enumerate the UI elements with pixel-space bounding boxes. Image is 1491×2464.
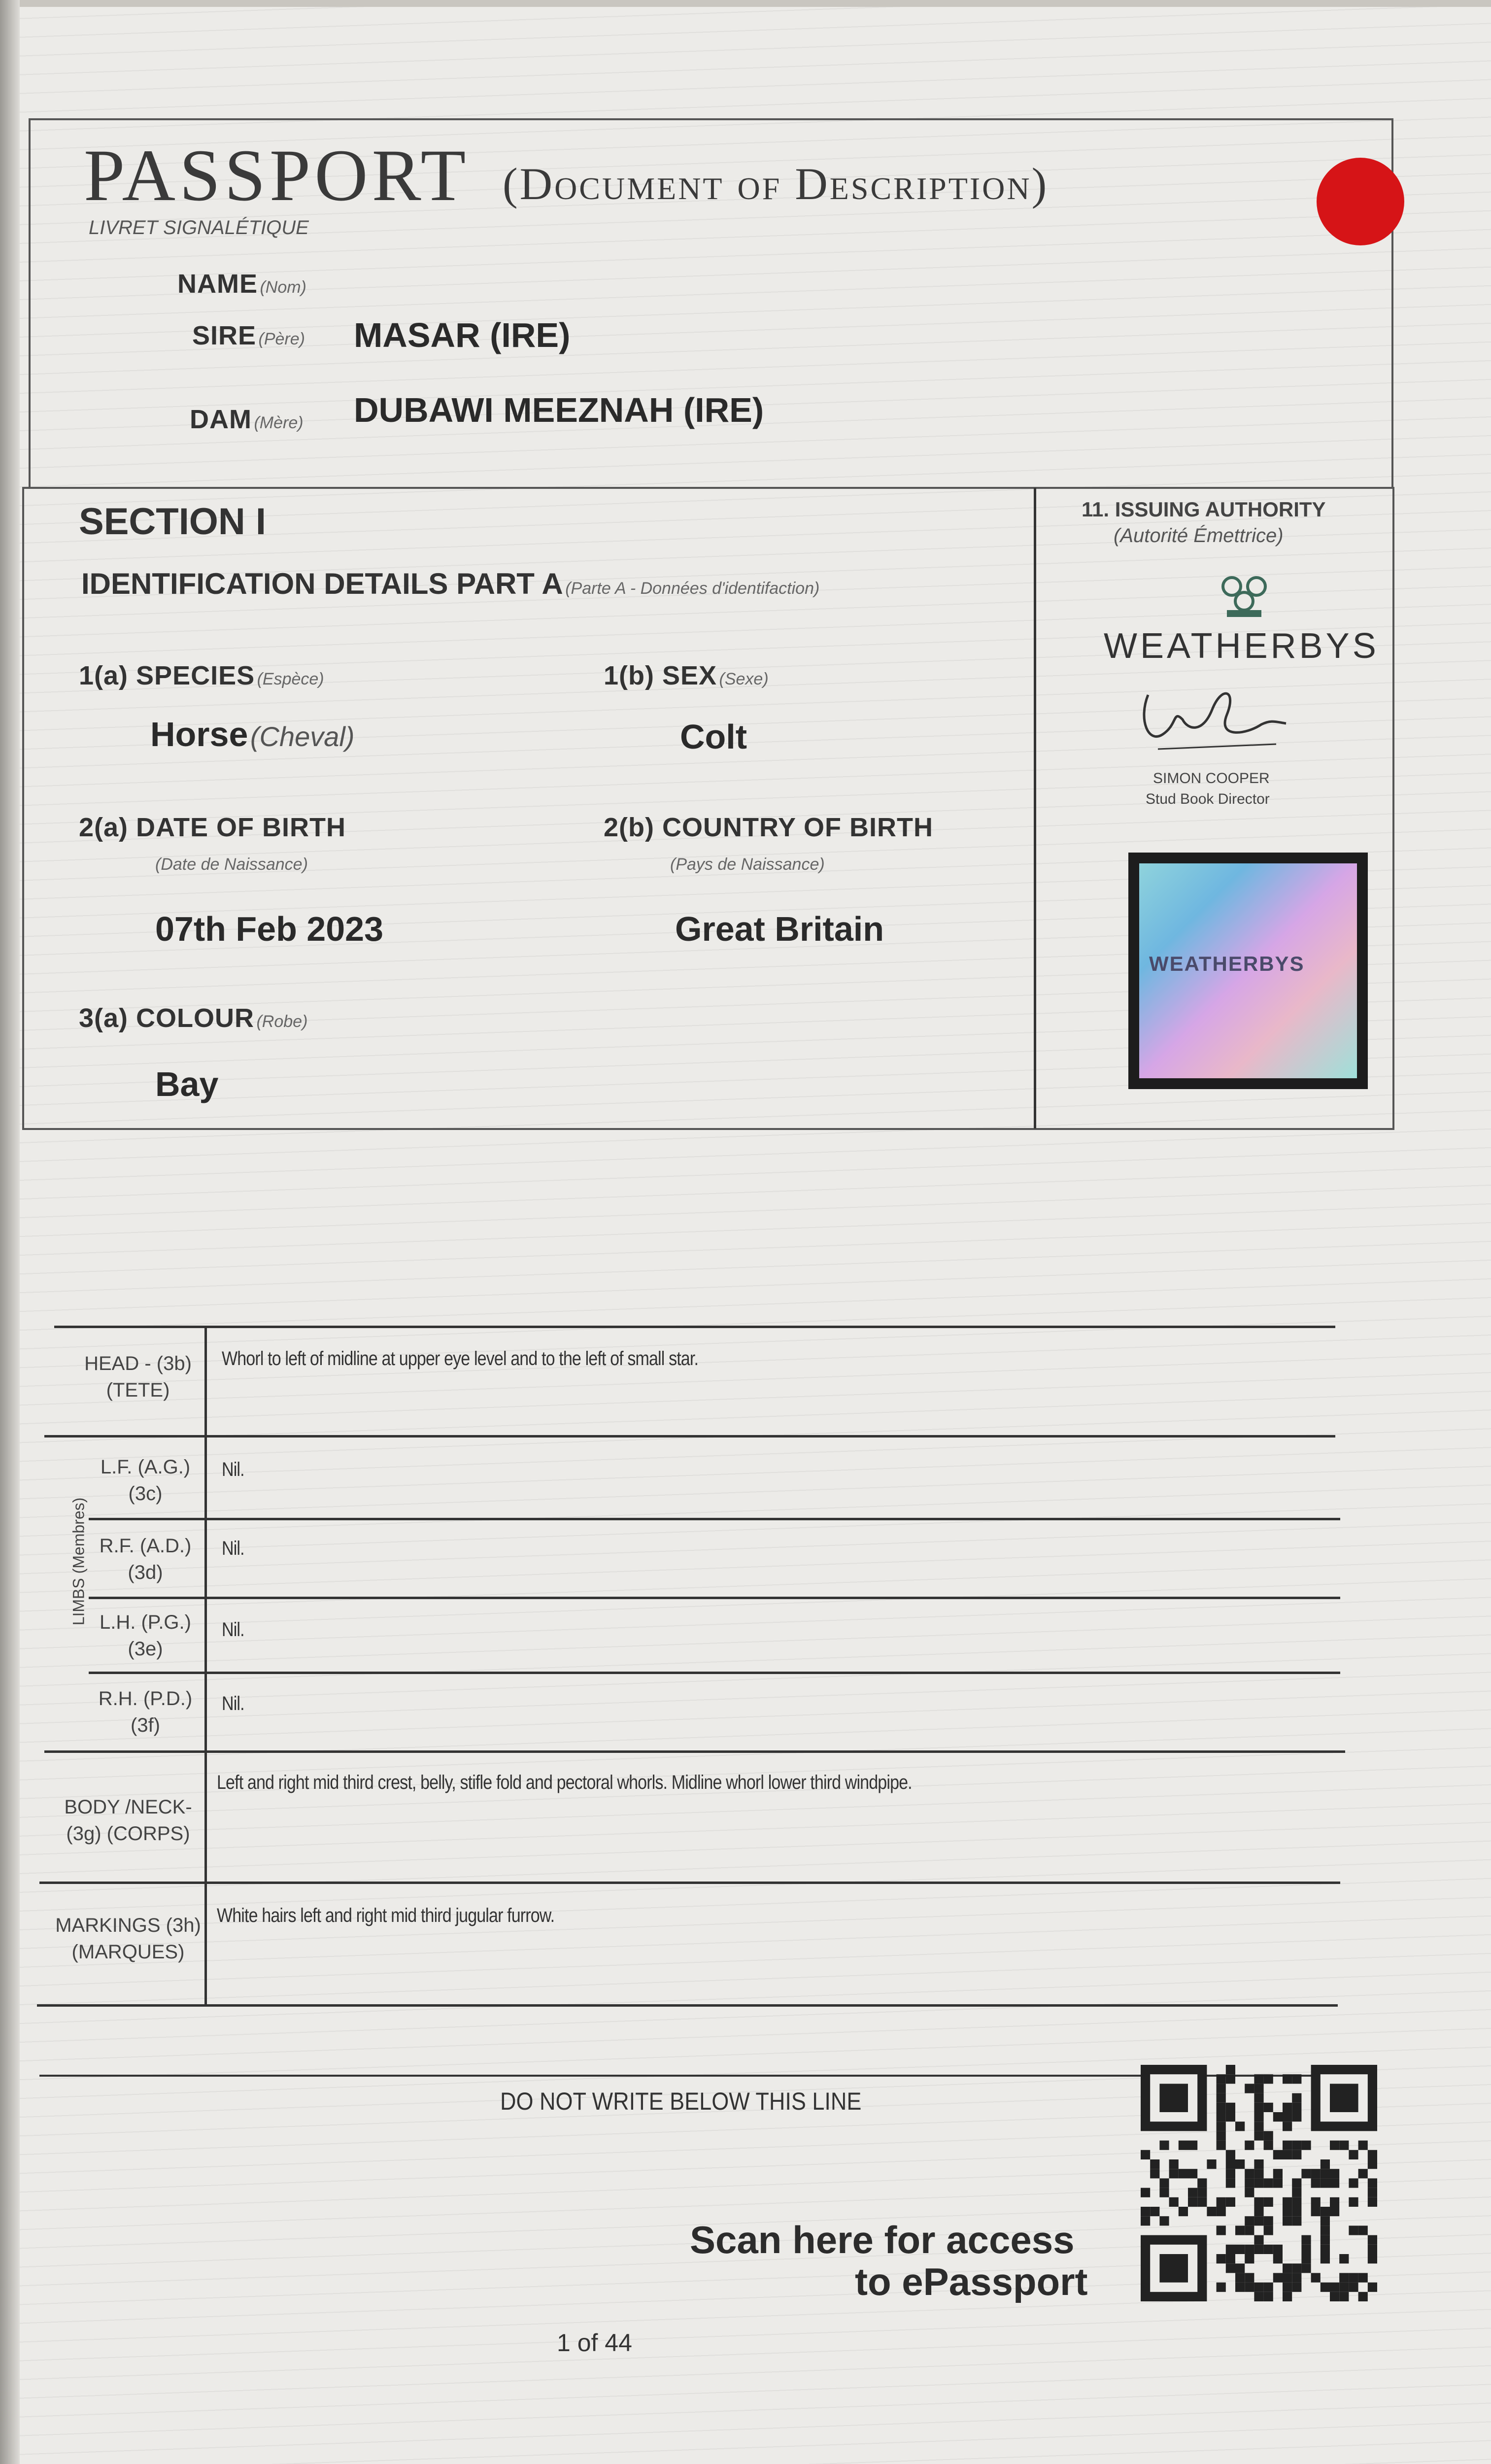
sire-fr: (Père) — [258, 330, 305, 348]
hologram-image — [1139, 863, 1357, 1078]
sex-label: 1(b) SEX — [604, 661, 717, 690]
table-row-label: L.F. (A.G.) (3c) — [100, 1456, 191, 1505]
sire-field — [192, 320, 305, 351]
colour-fr: (Robe) — [256, 1012, 308, 1031]
dam-fr: (Mère) — [254, 413, 304, 432]
limbs-label: LIMBS (Membres) — [69, 1497, 88, 1626]
signature — [1128, 675, 1296, 761]
weatherbys-logo-text: WEATHERBYS — [1104, 626, 1379, 666]
species-value-fr: (Cheval) — [250, 721, 355, 752]
table-row-label: R.F. (A.D.) (3d) — [99, 1535, 192, 1583]
dob-value: 07th Feb 2023 — [155, 910, 383, 948]
section-divider — [1034, 488, 1036, 1129]
table-row-label: HEAD - (3b) (TETE) — [84, 1353, 192, 1401]
epassport-qr-code[interactable] — [1141, 2065, 1377, 2301]
passport-subtitle: (Document of Description) — [503, 159, 1049, 209]
name-label: NAME — [177, 269, 258, 299]
table-row-label: BODY /NECK- (3g) (CORPS) — [64, 1796, 192, 1845]
table-row-text: Left and right mid third crest, belly, stifle fold and pectoral whorls. Midline whorl lower third windpipe. — [217, 1772, 912, 1793]
colour-label: 3(a) COLOUR — [79, 1003, 255, 1033]
table-row-line — [44, 1435, 1335, 1437]
species-fr: (Espèce) — [257, 670, 324, 688]
colour-value: Bay — [155, 1065, 219, 1103]
signatory-title: Stud Book Director — [1146, 791, 1270, 807]
species-value-line — [150, 715, 355, 754]
table-row-text: Whorl to left of midline at upper eye level and to the left of small star. — [222, 1348, 699, 1369]
table-bottom-line — [37, 2004, 1338, 2007]
table-row-label: L.H. (P.G.) (3e) — [100, 1611, 191, 1660]
table-row-label: MARKINGS (3h) (MARQUES) — [55, 1915, 201, 1963]
species-value: Horse — [150, 715, 248, 753]
section-title: SECTION I — [79, 501, 267, 543]
table-row-text: White hairs left and right mid third jugular furrow. — [217, 1905, 555, 1926]
issuing-authority-fr: (Autorité Émettrice) — [1114, 525, 1284, 547]
table-row-line — [89, 1518, 1340, 1520]
scan-line-2: to ePassport — [855, 2260, 1088, 2303]
table-top-line — [54, 1326, 1335, 1328]
scan-line-1: Scan here for access — [690, 2218, 1075, 2261]
sex-field — [604, 660, 769, 691]
dam-field — [190, 404, 304, 435]
red-dot-sticker — [1317, 158, 1404, 245]
cob-label: 2(b) COUNTRY OF BIRTH — [604, 813, 933, 842]
do-not-write-text: DO NOT WRITE BELOW THIS LINE — [500, 2088, 862, 2115]
dam-value: DUBAWI MEEZNAH (IRE) — [354, 391, 764, 429]
part-title: IDENTIFICATION DETAILS PART A — [81, 567, 563, 600]
name-field — [177, 261, 306, 301]
french-title: LIVRET SIGNALÉTIQUE — [89, 217, 309, 239]
dob-fr: (Date de Naissance) — [155, 855, 308, 874]
species-field — [79, 660, 324, 691]
page-number: 1 of 44 — [557, 2329, 632, 2357]
passport-title: PASSPORT — [84, 135, 470, 216]
table-row-line — [39, 1882, 1340, 1884]
cob-value: Great Britain — [675, 910, 884, 948]
species-label: 1(a) SPECIES — [79, 661, 255, 690]
table-row-line — [89, 1672, 1340, 1674]
page-top-edge — [0, 0, 1491, 7]
cob-fr: (Pays de Naissance) — [670, 855, 825, 874]
table-label-divider — [204, 1326, 207, 2006]
part-fr: (Parte A - Données d'identifaction) — [565, 579, 820, 598]
sex-value: Colt — [680, 718, 747, 756]
issuing-authority-label: 11. ISSUING AUTHORITY — [1082, 498, 1326, 521]
weatherbys-crest-icon — [1217, 572, 1271, 623]
dam-label: DAM — [190, 405, 252, 434]
colour-field — [79, 1003, 307, 1033]
table-row-text: Nil. — [222, 1538, 244, 1559]
hologram-sticker — [1128, 853, 1368, 1089]
table-row-line — [89, 1597, 1340, 1599]
table-row-text: Nil. — [222, 1619, 244, 1641]
table-row-line — [44, 1750, 1345, 1753]
sex-fr: (Sexe) — [719, 670, 769, 688]
part-heading — [81, 567, 819, 601]
table-row-text: Nil. — [222, 1693, 244, 1714]
qr-code-image — [1141, 2065, 1377, 2301]
dob-label: 2(a) DATE OF BIRTH — [79, 813, 346, 842]
table-row-label: R.H. (P.D.) (3f) — [98, 1688, 193, 1736]
page-left-edge — [0, 0, 20, 2464]
sire-label: SIRE — [192, 321, 257, 350]
signatory-name: SIMON COOPER — [1153, 770, 1270, 787]
name-fr: (Nom) — [260, 278, 306, 297]
hologram-text: WEATHERBYS — [1149, 952, 1305, 975]
sire-value: MASAR (IRE) — [354, 316, 571, 354]
table-row-text: Nil. — [222, 1459, 244, 1480]
